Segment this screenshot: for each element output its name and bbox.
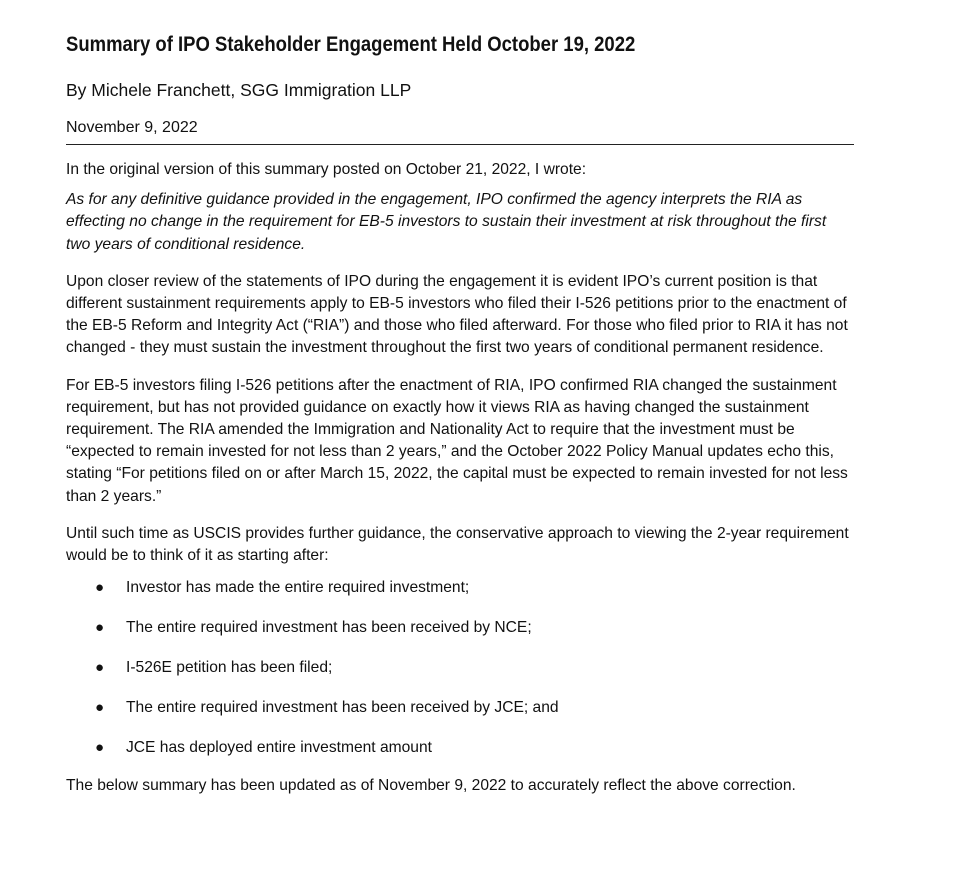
body-paragraph: For EB-5 investors filing I-526 petitions after the enactment of RIA, IPO confirmed RIA changed the sustainment requirement, but has not provided guidance on exactly how it views RIA as having changed the sustainment requirement. The RIA amended the Immigration and Nationality Act to require that the investment must be “expected to remain invested for not less than 2 years,” and the October 2022 Policy Manual updates echo this, stating “For petitions filed on or after March 15, 2022, the capital must be expected to remain invested for not less than 2 years.” [66,376,848,505]
closing-paragraph: The below summary has been updated as of November 9, 2022 to accurately reflect the above correction. [66,777,796,795]
document-byline: By Michele Franchett, SGG Immigration LLP [66,80,412,100]
intro-paragraph: In the original version of this summary posted on October 21, 2022, I wrote: [66,161,587,178]
bullet-text: The entire required investment has been received by JCE; and [126,699,559,717]
bullet-item [66,737,854,777]
quoted-paragraph: As for any definitive guidance provided in the engagement, IPO confirmed the agency interprets the RIA as effecting no change in the requirement for EB-5 investors to sustain their investment at risk throughout the first two years of conditional residence. [66,191,827,253]
bullet-icon: ● [95,619,105,637]
bullet-list [66,577,854,777]
document-date: November 9, 2022 [66,119,198,136]
bullet-text: JCE has deployed entire investment amount [126,739,432,757]
bullet-icon: ● [95,659,105,677]
document-page [66,30,854,797]
document-body [66,159,854,797]
bullet-text: Investor has made the entire required investment; [126,579,470,597]
bullet-icon: ● [95,579,105,597]
bullet-item [66,577,854,617]
bullet-icon: ● [95,739,105,757]
header-divider [66,144,854,145]
bullet-item [66,657,854,697]
body-paragraph: Until such time as USCIS provides further guidance, the conservative approach to viewing the 2-year requirement would be to think of it as starting after: [66,524,849,565]
bullet-text: I-526E petition has been filed; [126,659,333,677]
bullet-item [66,697,854,737]
document-title: Summary of IPO Stakeholder Engagement Held October 19, 2022 [66,32,636,56]
bullet-icon: ● [95,699,105,717]
bullet-text: The entire required investment has been received by NCE; [126,619,532,637]
bullet-item [66,617,854,657]
body-paragraph: Upon closer review of the statements of IPO during the engagement it is evident IPO’s current position is that different sustainment requirements apply to EB-5 investors who filed their I-526 petitions prior to the enactment of the EB-5 Reform and Integrity Act (“RIA”) and those who filed afterward. For those who filed prior to RIA it has not changed - they must sustain the investment throughout the first two years of conditional permanent residence. [66,272,848,357]
